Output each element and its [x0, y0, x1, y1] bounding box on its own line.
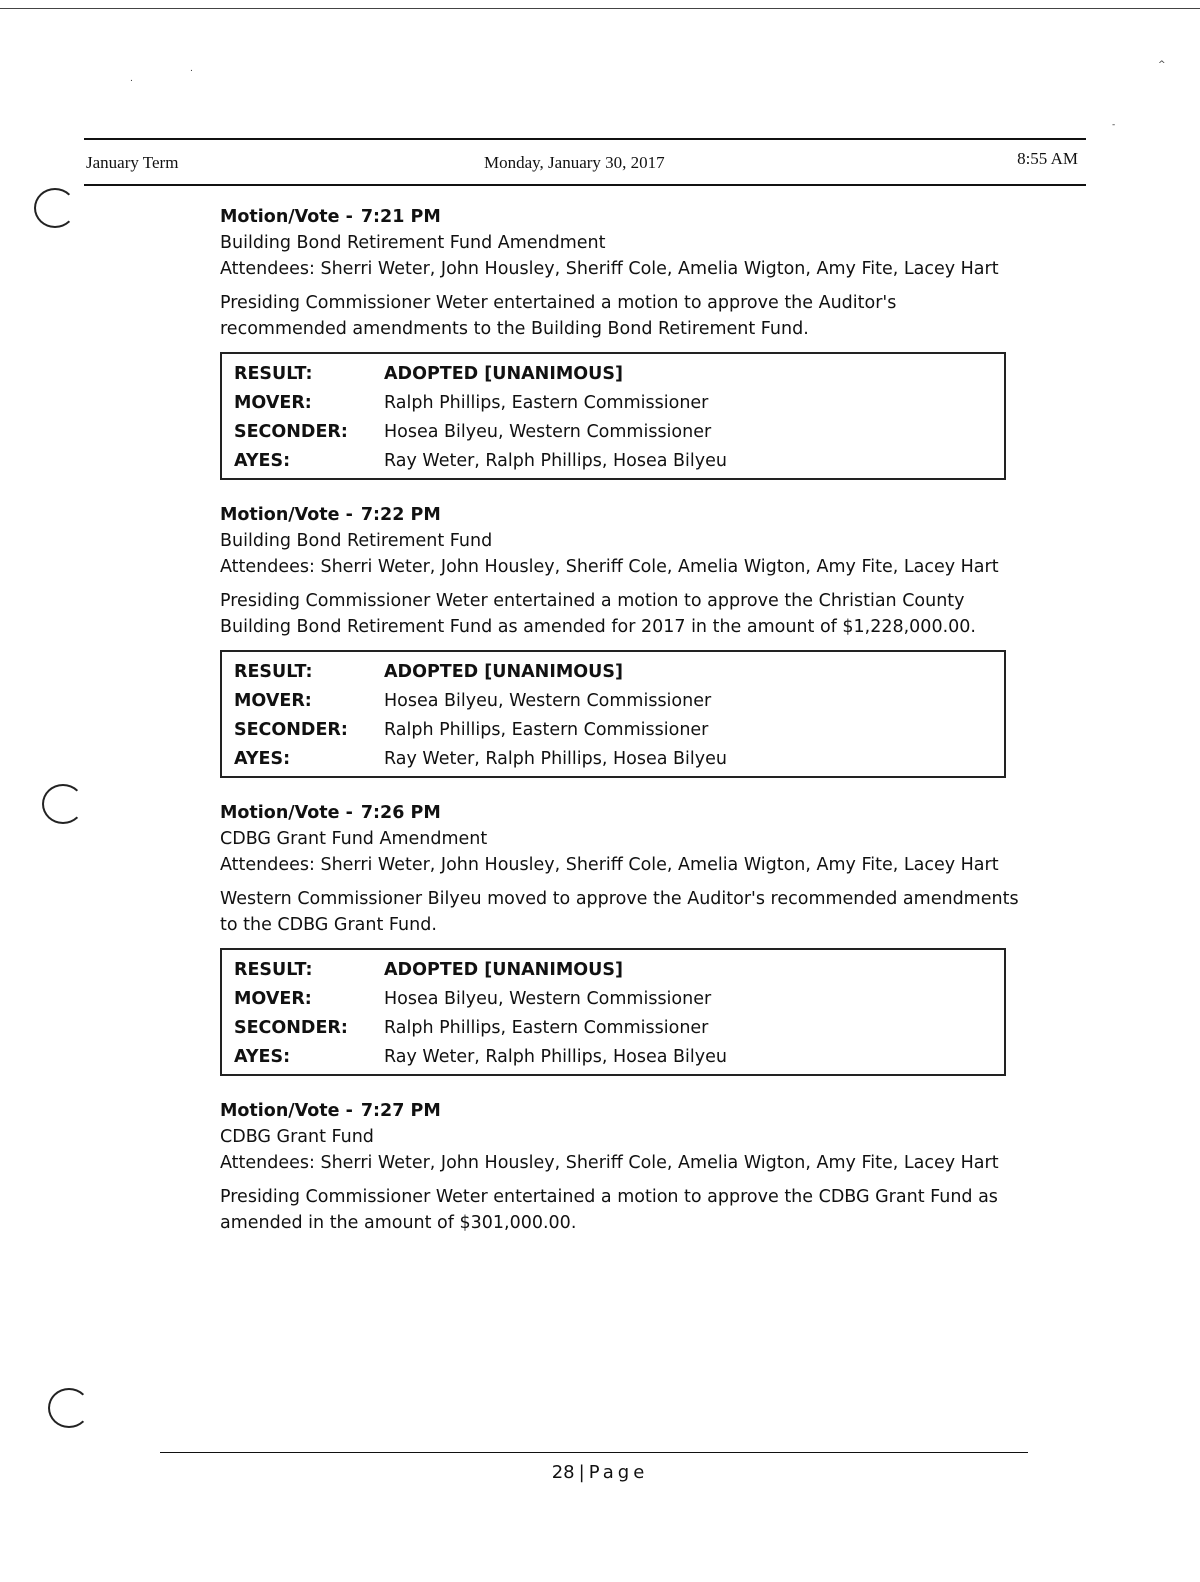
result-table — [220, 948, 1006, 1076]
motion-description: Presiding Commissioner Weter entertained a motion to approve the Christian County Building Bond Retirement Fund as amended for 2017 in the amount of $1,228,000.00. — [220, 591, 976, 637]
motion-title — [220, 1098, 1020, 1124]
result-table — [220, 650, 1006, 778]
result-value: ADOPTED [UNANIMOUS] — [384, 662, 623, 682]
seconder-label: SECONDER: — [234, 1018, 348, 1038]
result-row — [234, 658, 994, 687]
motion-attendees: Attendees: Sherri Weter, John Housley, Sheriff Cole, Amelia Wigton, Amy Fite, Lacey Hart — [220, 1153, 999, 1173]
motion-subject: CDBG Grant Fund — [220, 1127, 374, 1147]
motion-label: Motion/Vote - — [220, 1101, 353, 1121]
motion-title — [220, 204, 1020, 230]
header-date: Monday, January 30, 2017 — [484, 153, 665, 172]
mover-row — [234, 985, 994, 1014]
mover-label: MOVER: — [234, 691, 312, 711]
result-label: RESULT: — [234, 662, 313, 682]
mover-value: Hosea Bilyeu, Western Commissioner — [384, 989, 712, 1009]
result-label: RESULT: — [234, 960, 313, 980]
punch-hole — [48, 1388, 90, 1428]
mover-value: Ralph Phillips, Eastern Commissioner — [384, 393, 709, 413]
motion-description: Western Commissioner Bilyeu moved to approve the Auditor's recommended amendments to the CDBG Grant Fund. — [220, 889, 1019, 935]
page-number: 28 — [551, 1462, 575, 1483]
motion-attendees: Attendees: Sherri Weter, John Housley, Sheriff Cole, Amelia Wigton, Amy Fite, Lacey Hart — [220, 557, 999, 577]
ayes-value: Ray Weter, Ralph Phillips, Hosea Bilyeu — [384, 1047, 727, 1067]
motion-time: 7:26 PM — [360, 803, 441, 823]
footer-rule — [160, 1452, 1028, 1453]
motion-entry — [220, 800, 1020, 1076]
motion-attendees: Attendees: Sherri Weter, John Housley, Sheriff Cole, Amelia Wigton, Amy Fite, Lacey Hart — [220, 259, 999, 279]
page-header — [84, 138, 1086, 186]
seconder-row — [234, 418, 994, 447]
result-row — [234, 956, 994, 985]
motion-time: 7:21 PM — [360, 207, 441, 227]
motion-entry — [220, 204, 1020, 480]
page-footer — [0, 1462, 1200, 1483]
result-table — [220, 352, 1006, 480]
motion-label: Motion/Vote - — [220, 505, 353, 525]
motion-title — [220, 502, 1020, 528]
mover-value: Hosea Bilyeu, Western Commissioner — [384, 691, 712, 711]
ayes-value: Ray Weter, Ralph Phillips, Hosea Bilyeu — [384, 451, 727, 471]
motion-description: Presiding Commissioner Weter entertained a motion to approve the Auditor's recommended amendments to the Building Bond Retirement Fund. — [220, 293, 897, 339]
seconder-value: Ralph Phillips, Eastern Commissioner — [384, 720, 709, 740]
mover-label: MOVER: — [234, 393, 312, 413]
ayes-row — [234, 447, 994, 476]
minutes-body — [220, 204, 1020, 1254]
mover-row — [234, 687, 994, 716]
motion-time: 7:22 PM — [360, 505, 441, 525]
result-row — [234, 360, 994, 389]
result-value: ADOPTED [UNANIMOUS] — [384, 364, 623, 384]
motion-description: Presiding Commissioner Weter entertained a motion to approve the CDBG Grant Fund as amended in the amount of $301,000.00. — [220, 1187, 998, 1233]
ayes-value: Ray Weter, Ralph Phillips, Hosea Bilyeu — [384, 749, 727, 769]
motion-subject: Building Bond Retirement Fund — [220, 531, 493, 551]
ayes-row — [234, 745, 994, 774]
footer-separator: | — [578, 1462, 585, 1483]
seconder-label: SECONDER: — [234, 422, 348, 442]
seconder-value: Hosea Bilyeu, Western Commissioner — [384, 422, 712, 442]
scan-speck: - — [1112, 120, 1116, 130]
scan-speck: . — [130, 74, 133, 84]
result-label: RESULT: — [234, 364, 313, 384]
punch-hole — [42, 784, 84, 824]
motion-attendees: Attendees: Sherri Weter, John Housley, Sheriff Cole, Amelia Wigton, Amy Fite, Lacey Hart — [220, 855, 999, 875]
seconder-label: SECONDER: — [234, 720, 348, 740]
page-word: Page — [588, 1462, 649, 1483]
punch-hole — [34, 188, 76, 228]
mover-label: MOVER: — [234, 989, 312, 1009]
mover-row — [234, 389, 994, 418]
motion-entry — [220, 1098, 1020, 1236]
motion-time: 7:27 PM — [360, 1101, 441, 1121]
scan-speck: ^ — [1158, 60, 1166, 70]
motion-title — [220, 800, 1020, 826]
motion-label: Motion/Vote - — [220, 803, 353, 823]
scan-speck: . — [190, 64, 193, 74]
motion-subject: CDBG Grant Fund Amendment — [220, 829, 488, 849]
header-term: January Term — [86, 153, 179, 172]
motion-subject: Building Bond Retirement Fund Amendment — [220, 233, 606, 253]
result-value: ADOPTED [UNANIMOUS] — [384, 960, 623, 980]
ayes-row — [234, 1043, 994, 1072]
header-time: 8:55 AM — [1017, 149, 1078, 168]
seconder-value: Ralph Phillips, Eastern Commissioner — [384, 1018, 709, 1038]
ayes-label: AYES: — [234, 749, 291, 769]
ayes-label: AYES: — [234, 1047, 291, 1067]
seconder-row — [234, 1014, 994, 1043]
seconder-row — [234, 716, 994, 745]
ayes-label: AYES: — [234, 451, 291, 471]
motion-entry — [220, 502, 1020, 778]
motion-label: Motion/Vote - — [220, 207, 353, 227]
scan-edge-line — [0, 8, 1200, 9]
